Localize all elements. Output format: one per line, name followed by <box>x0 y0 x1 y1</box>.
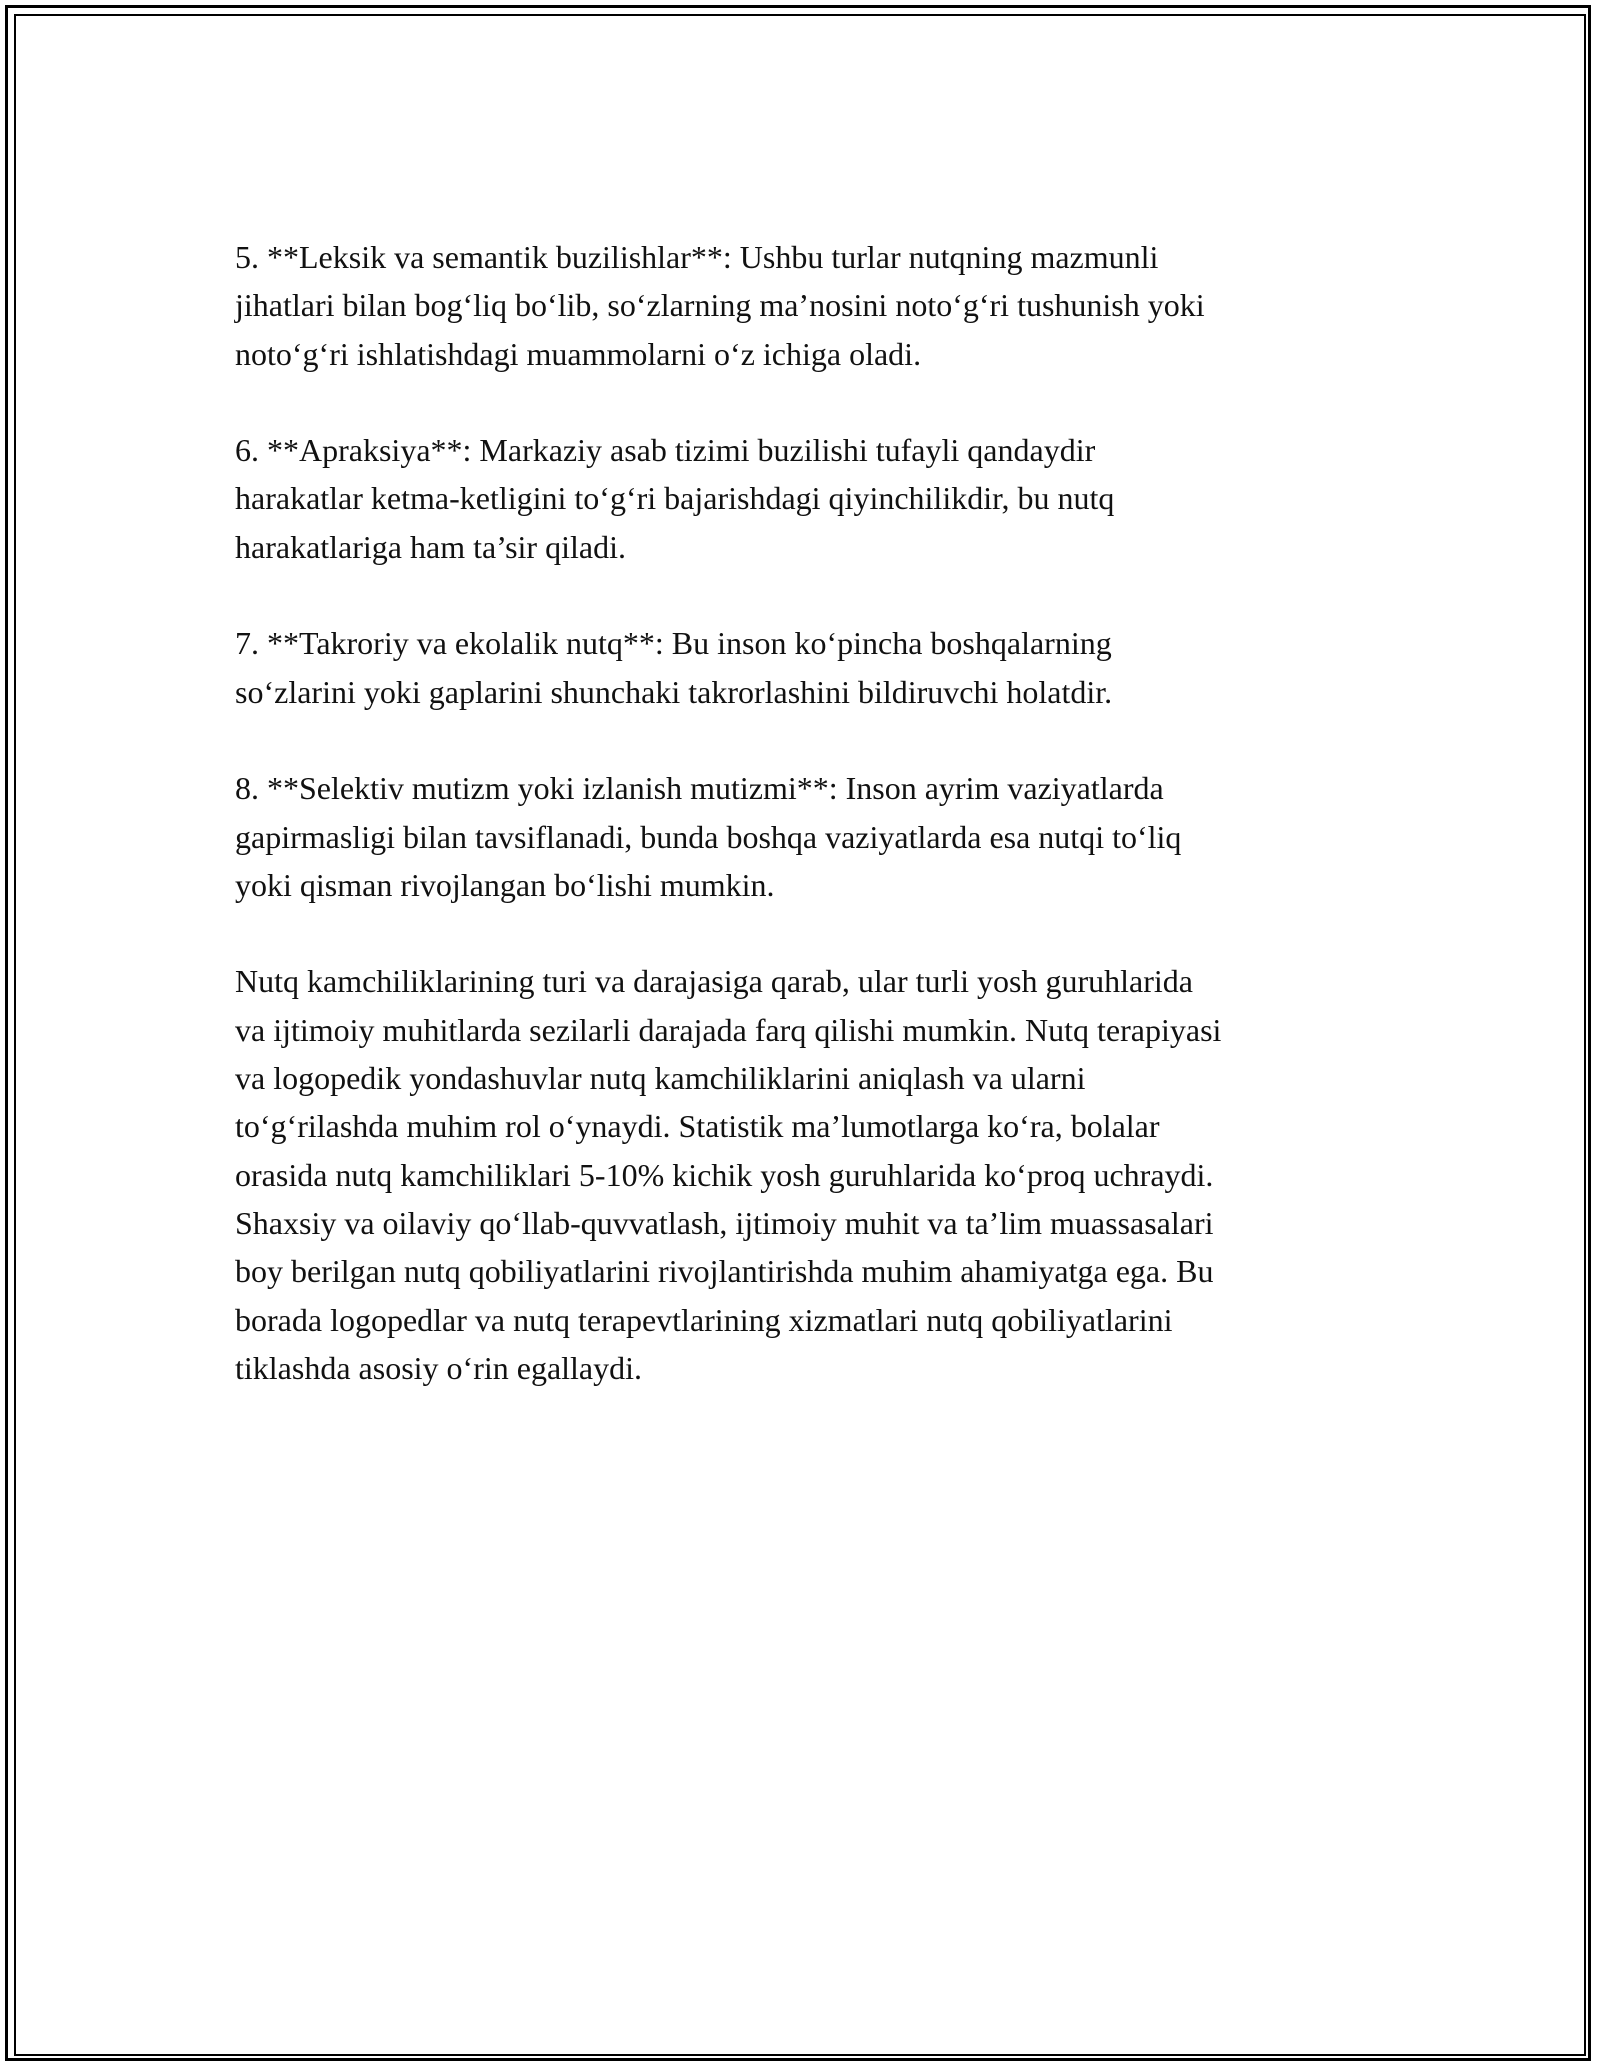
text-line: jihatlari bilan bog‘liq bo‘lib, so‘zlarning ma’nosini noto‘g‘ri tushunish yoki <box>235 287 1205 324</box>
text-line: va logopedik yondashuvlar nutq kamchiliklarini aniqlash va ularni <box>235 1060 1086 1097</box>
text-line: harakatlariga ham ta’sir qiladi. <box>235 528 626 565</box>
text-line: tiklashda asosiy o‘rin egallaydi. <box>235 1349 643 1386</box>
text-line: Nutq kamchiliklarining turi va darajasiga qarab, ular turli yosh guruhlarida <box>235 963 1193 1000</box>
text-line: Shaxsiy va oilaviy qo‘llab-quvvatlash, ijtimoiy muhit va ta’lim muassasalari <box>235 1204 1214 1241</box>
summary-paragraph <box>235 957 1385 1392</box>
text-line: orasida nutq kamchiliklari 5-10% kichik yosh guruhlarida ko‘proq uchraydi. <box>235 1156 1214 1193</box>
list-item-apraxia <box>235 426 1385 571</box>
text-line: gapirmasligi bilan tavsiflanadi, bunda boshqa vaziyatlarda esa nutqi to‘liq <box>235 818 1182 855</box>
list-item-echolalia <box>235 619 1385 716</box>
text-line: noto‘g‘ri ishlatishdagi muammolarni o‘z ichiga oladi. <box>235 335 922 372</box>
list-item-selective-mutism <box>235 764 1385 909</box>
list-item-lexical-semantic <box>235 233 1385 378</box>
text-line: 5. **Leksik va semantik buzilishlar**: Ushbu turlar nutqning mazmunli <box>235 239 1159 275</box>
text-line: borada logopedlar va nutq terapevtlarining xizmatlari nutq qobiliyatlarini <box>235 1301 1173 1338</box>
text-line: 8. **Selektiv mutizm yoki izlanish mutizmi**: Inson ayrim vaziyatlarda <box>235 770 1164 807</box>
text-line: harakatlar ketma-ketligini to‘g‘ri bajarishdagi qiyinchilikdir, bu nutq <box>235 480 1115 517</box>
text-line: boy berilgan nutq qobiliyatlarini rivojlantirishda muhim ahamiyatga ega. Bu <box>235 1253 1214 1290</box>
text-line: so‘zlarini yoki gaplarini shunchaki takrorlashini bildiruvchi holatdir. <box>235 673 1113 710</box>
text-line: yoki qisman rivojlangan bo‘lishi mumkin. <box>235 866 775 903</box>
text-line: 6. **Apraksiya**: Markaziy asab tizimi buzilishi tufayli qandaydir <box>235 432 1096 469</box>
text-line: to‘g‘rilashda muhim rol o‘ynaydi. Statistik ma’lumotlarga ko‘ra, bolalar <box>235 1108 1160 1145</box>
text-line: 7. **Takroriy va ekolalik nutq**: Bu inson ko‘pincha boshqalarning <box>235 625 1112 662</box>
document-body <box>235 233 1385 1440</box>
text-line: va ijtimoiy muhitlarda sezilarli darajada farq qilishi mumkin. Nutq terapiyasi <box>235 1011 1222 1048</box>
